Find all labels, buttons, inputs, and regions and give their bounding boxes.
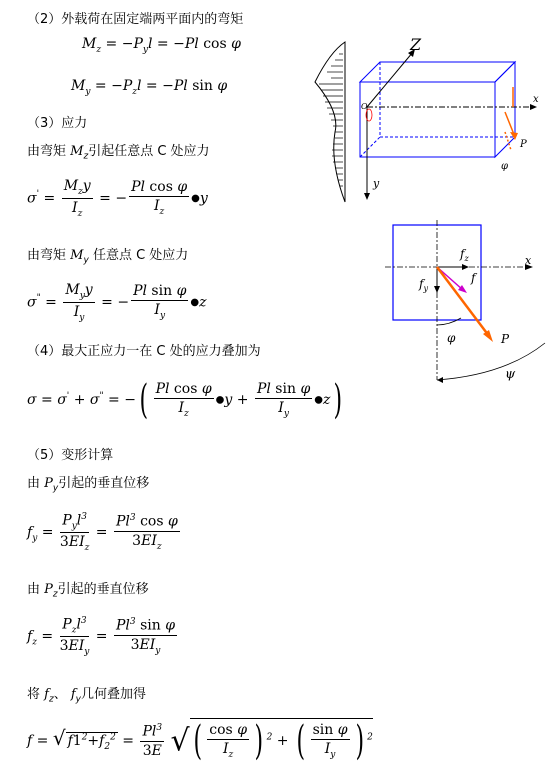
heading-3: （3）应力 [27, 116, 88, 131]
superposition-caption-a: 将 [27, 687, 41, 702]
load-arrowhead [510, 132, 518, 140]
load-P-label: P [520, 139, 527, 150]
deflection-2-caption-a: 由 [27, 582, 41, 597]
heading-4: （4）最大正应力一在 C 处的应力叠加为 [27, 344, 261, 359]
beam-box [360, 62, 515, 157]
f-label: f [471, 271, 476, 285]
deflection-1-caption-a: 由 [27, 476, 41, 491]
phi-label-2: φ [447, 331, 456, 345]
figure-cantilever-3d [305, 12, 545, 212]
superposition-caption: 将 $f_z$、 $f_y$几何叠加得 [27, 687, 147, 705]
deflection-2-caption: 由 $P_z$引起的垂直位移 [27, 582, 149, 600]
fz-label: $f_z$ [460, 247, 469, 263]
fixed-wall [315, 42, 345, 202]
eq-sigma-total: σ = σ' + σ" = −( $\frac{\text{Pl cos φ}}{I_z}$ ●y + $\frac{\text{Pl sin φ}}{I_y}$ ●z) [27, 377, 343, 423]
x-axis-label: x [533, 94, 539, 105]
eq-My: $M_y = -P_zl = -Pl$ sin φ [71, 78, 228, 97]
stress-2-caption: 由弯矩 $M_y$ 任意点 C 处应力 [27, 248, 189, 266]
stress-1-caption-b: 引起任意点 C 处应力 [88, 144, 210, 159]
superposition-caption-c: 几何叠加得 [81, 687, 147, 702]
stress-2-caption-a: 由弯矩 [27, 248, 67, 263]
psi-arc [437, 343, 545, 380]
origin-label: O [361, 102, 368, 111]
stress-1-caption: 由弯矩 $M_z$引起任意点 C 处应力 [27, 144, 210, 162]
P-label-2: P [501, 332, 510, 346]
y-axis-label: y [373, 177, 380, 190]
phi-arc [437, 318, 461, 325]
load-arrows [505, 87, 515, 150]
eq-sigma-double-prime: σ" = $\frac{M_yy}{I_y}$ = − $\frac{\text{Pl sin φ}}{I_y}$ ●z [27, 282, 207, 323]
superposition-caption-b: 、 [53, 687, 67, 702]
eq-sigma-prime: σ' = $\frac{M_zy}{I_z}$ = − $\frac{\text{Pl cos φ}}{I_z}$ ●y [27, 178, 208, 219]
eq-fy: $f_y$ = $\frac{P_yl^3}{3EI_z}$ = $\frac{Pl^3 \cos \varphi}{3EI_z}$ [27, 512, 178, 554]
psi-label: ψ [505, 367, 516, 382]
deflection-1-caption-b: 引起的垂直位移 [58, 476, 150, 491]
stress-2-caption-b: 任意点 C 处应力 [92, 248, 189, 263]
figure-cross-section [385, 220, 550, 400]
stress-1-caption-a: 由弯矩 [27, 144, 67, 159]
heading-5: （5）变形计算 [27, 448, 114, 463]
y-arrowhead [364, 193, 370, 200]
eq-f-total: f = √ $f1^2+f_2^2$ = $\frac{Pl^3}{3E}$ √( $\frac{\text{cos φ}}{I_z}$ ) $^2$ + ( $\frac{\text{sin φ}}{I_y}$ ) $^2$ [27, 718, 373, 764]
load-phi-label: φ [501, 161, 509, 172]
eq-fz: $f_z$ = $\frac{P_zl^3}{3EI_y}$ = $\frac{Pl^3 \sin \varphi}{3EI_y}$ [27, 616, 176, 658]
deflection-2-caption-b: 引起的垂直位移 [57, 582, 149, 597]
eq-Mz: $M_z = -P_yl = -Pl$ cos φ [82, 36, 241, 55]
deflection-1-caption: 由 $P_y$引起的垂直位移 [27, 476, 150, 494]
heading-2: （2）外载荷在固定端两平面内的弯矩 [27, 12, 244, 27]
z-axis-label: Z [410, 35, 422, 54]
x-label-2: x [525, 254, 532, 267]
fy-label: $f_y$ [419, 277, 428, 293]
